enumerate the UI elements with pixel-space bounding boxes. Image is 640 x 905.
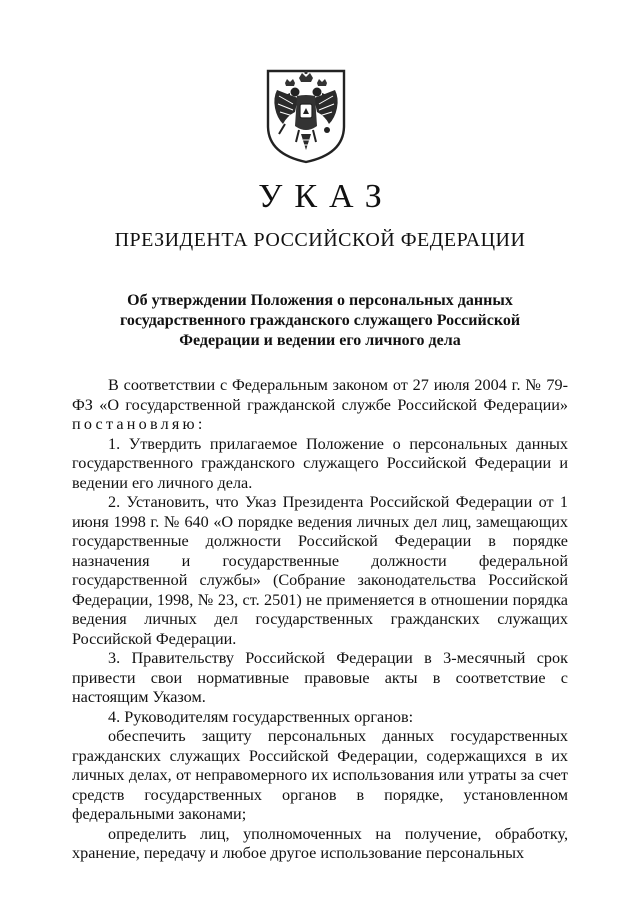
item-paragraph: 3. Правительству Российской Федерации в 3-месячный срок привести свои нормативные правовые акты в соответствие с настоящим Указом. <box>72 649 568 706</box>
preamble-colon: : <box>197 415 203 433</box>
decree-word: постановляю <box>72 415 198 433</box>
heading-line: государственного гражданского служащего Российской <box>119 312 521 329</box>
document-body <box>72 376 568 864</box>
preamble-paragraph <box>72 376 568 435</box>
preamble-text: В соответствии с Федеральным законом от 27 июля 2004 г. № 79-ФЗ «О государственной гражданской службе Российской Федерации» <box>72 376 568 414</box>
item-paragraph: обеспечить защиту персональных данных государственных гражданских служащих Российской Федерации, содержащихся в их личных делах, от неправомерного их использования или утраты за счет средств государственных органов в порядке, установленном федеральными законами; <box>72 727 568 823</box>
item-paragraph: определить лиц, уполномоченных на получение, обработку, хранение, передачу и любое другое использование персональных <box>72 824 568 862</box>
document-subtitle: ПРЕЗИДЕНТА РОССИЙСКОЙ ФЕДЕРАЦИИ <box>114 229 526 251</box>
item-paragraph: 2. Установить, что Указ Президента Российской Федерации от 1 июня 1998 г. № 640 «О порядке ведения личных дел лиц, замещающих государственные должности Российской Федерации в порядке назначения и государственные должности федеральной государственной службы» (Собрание законодательства Российской Федерации, 1998, № 23, ст. 2501) не применяется в отношении порядка ведения личных дел государственных гражданских служащих Российской Федерации. <box>72 493 568 648</box>
decree-heading <box>80 291 560 351</box>
item-paragraph: 4. Руководителям государственных органов: <box>108 707 414 726</box>
item-paragraph: 1. Утвердить прилагаемое Положение о персональных данных государственного гражданского служащего Российской Федерации и ведении его личного дела. <box>72 434 568 492</box>
heading-line: Федерации и ведении его личного дела <box>179 332 461 349</box>
document-title: УКАЗ <box>258 178 394 215</box>
heading-line: Об утверждении Положения о персональных данных <box>127 292 513 309</box>
coat-of-arms-icon <box>265 68 347 164</box>
